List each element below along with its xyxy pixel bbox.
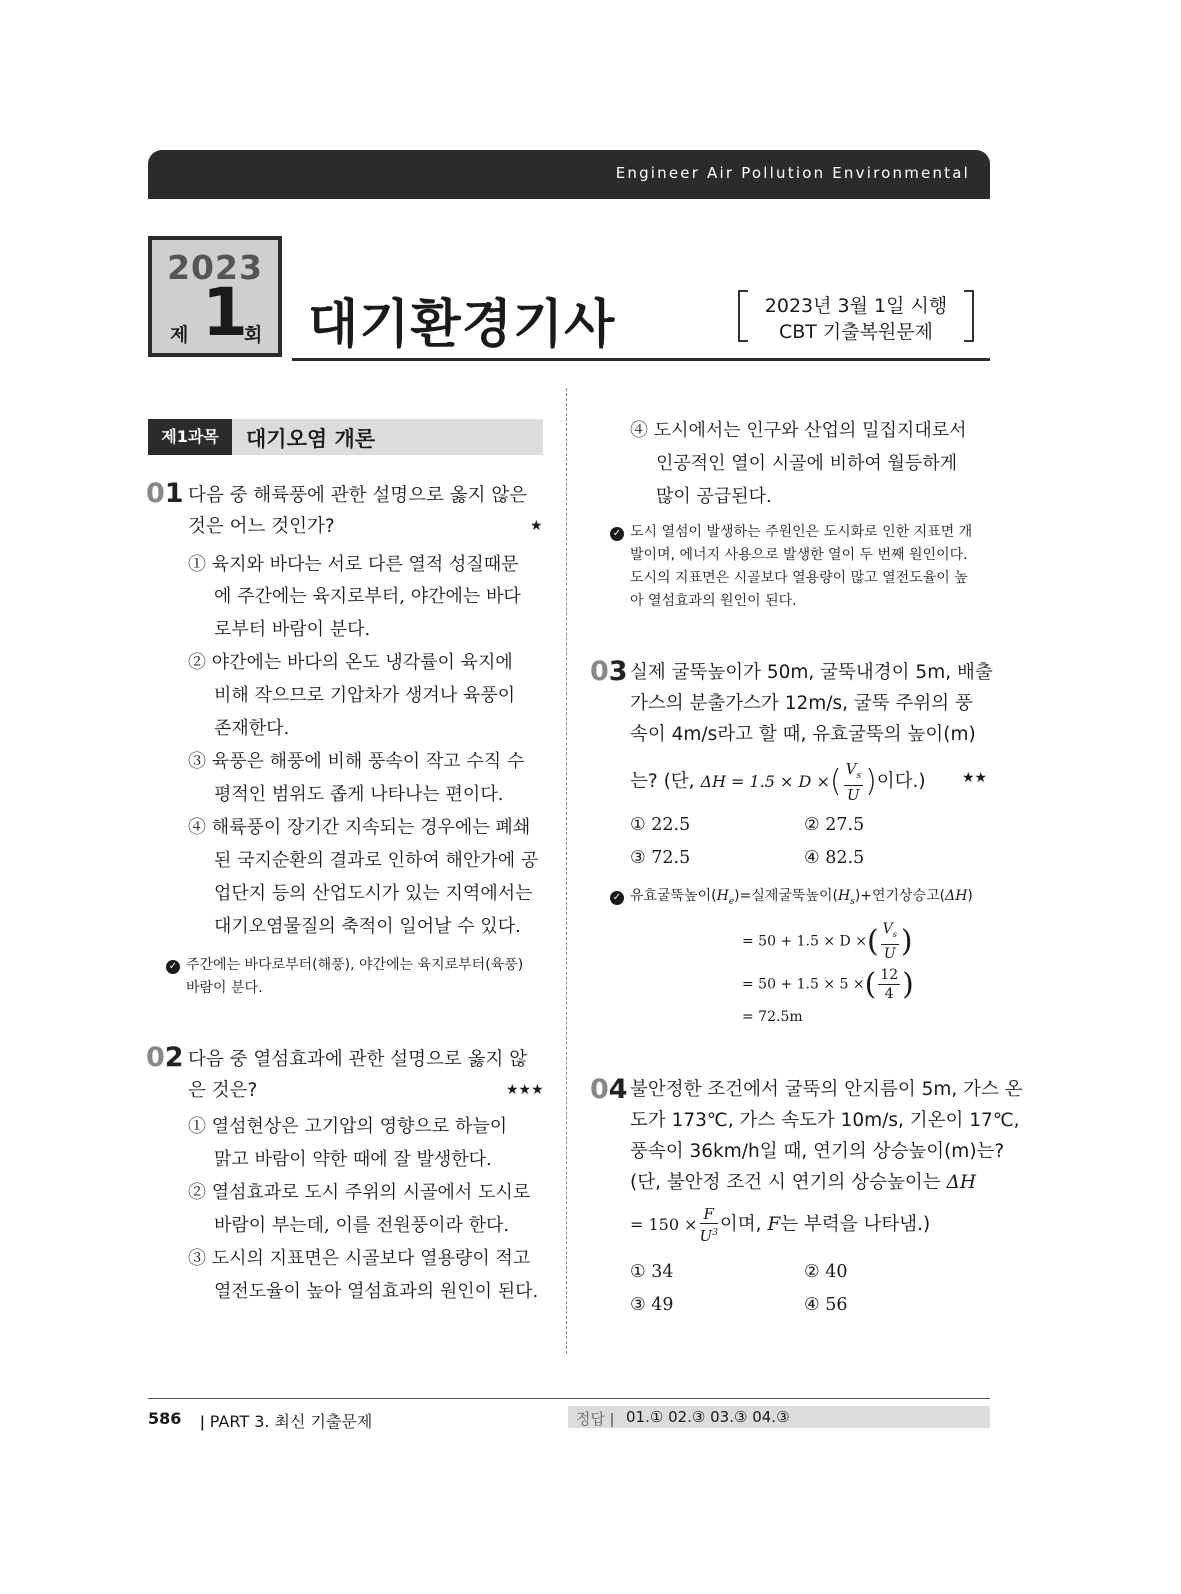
q1-explanation-line2: 바람이 분다. <box>186 980 263 996</box>
subject-tag: 제1과목 <box>148 419 232 455</box>
exam-info-box <box>738 290 974 344</box>
q1-option-2-line1: ② 야간에는 바다의 온도 냉각률이 육지에 <box>188 652 513 673</box>
q4-stem-line3: 풍속이 36km/h일 때, 연기의 상승높이(m)는? <box>630 1141 1005 1162</box>
q1-option-4-line3: 업단지 등의 산업도시가 있는 지역에서는 <box>214 883 533 904</box>
q2-option-4-line1: ④ 도시에서는 인구와 산업의 밀집지대로서 <box>630 420 967 441</box>
q1-option-4-line4: 대기오염물질의 축적이 일어날 수 있다. <box>214 916 521 937</box>
q3-answer-1: ① 22.5 <box>630 815 691 835</box>
q4-answer-1: ① 34 <box>630 1262 674 1282</box>
q1-stem-line2: 것은 어느 것인가? <box>188 516 335 537</box>
q4-answer-4: ④ 56 <box>804 1295 848 1315</box>
q3-fraction: $\frac{V_s}{U}$ <box>845 760 862 804</box>
q2-explanation-line3: 도시의 지표면은 시골보다 열용량이 많고 열전도율이 높 <box>630 570 968 586</box>
q3-calc-step1: = 50 + 1.5 × D ×( $\frac{V_s}{U}$ ) <box>742 921 913 962</box>
q3-answer-3: ③ 72.5 <box>630 848 691 868</box>
check-icon: ✓ <box>610 891 624 905</box>
question-number-03: 03 <box>590 656 628 687</box>
title-underline <box>292 358 990 361</box>
q1-difficulty-stars: ★ <box>530 518 543 534</box>
round-box <box>148 236 282 357</box>
subject-banner <box>148 419 543 455</box>
q1-option-4-line2: 된 국지순환의 결과로 인하여 해안가에 공 <box>214 850 539 871</box>
answer-key-text: 01.① 02.③ 03.③ 04.③ <box>626 1408 790 1426</box>
q2-stem-line2: 은 것은? <box>188 1080 258 1101</box>
q2-stem-line1: 다음 중 열섬효과에 관한 설명으로 옳지 않 <box>188 1049 528 1070</box>
q1-explanation-line1: 주간에는 바다로부터(해풍), 야간에는 육지로부터(육풍) <box>186 957 524 973</box>
q2-option-1-line2: 맑고 바람이 약한 때에 잘 발생한다. <box>214 1149 492 1170</box>
q2-option-3-line1: ③ 도시의 지표면은 시골보다 열용량이 적고 <box>188 1248 531 1269</box>
q3-explanation-line1: 유효굴뚝높이$(H_e)=$실제굴뚝높이$(H_s)+$연기상승고(ΔH) <box>630 888 973 907</box>
q3-answer-2: ② 27.5 <box>804 815 865 835</box>
q2-explanation-line4: 아 열섬효과의 원인이 된다. <box>630 593 797 609</box>
q4-stem-line5: = 150 × $\frac{F}{U^3}$ 이며, F는 부력을 나타냄.) <box>630 1205 931 1245</box>
q3-stem-line1: 실제 굴뚝높이가 50m, 굴뚝내경이 5m, 배출 <box>630 662 993 683</box>
check-icon: ✓ <box>610 527 624 541</box>
q2-option-4-line3: 많이 공급된다. <box>656 486 772 507</box>
round-suffix: 회 <box>244 324 263 346</box>
q3-stem-line3: 속이 4m/s라고 할 때, 유효굴뚝의 높이(m) <box>630 724 976 745</box>
q2-option-2-line1: ② 열섬효과로 도시 주위의 시골에서 도시로 <box>188 1182 531 1203</box>
answer-key-bar <box>568 1406 990 1428</box>
q3-calc-step2: = 50 + 1.5 × 5 ×( $\frac{12}{4}$ ) <box>742 967 914 1002</box>
q4-answer-2: ② 40 <box>804 1262 848 1282</box>
q2-difficulty-stars: ★★★ <box>506 1082 544 1098</box>
q1-option-3-line1: ③ 육풍은 해풍에 비해 풍속이 작고 수직 수 <box>188 751 525 772</box>
q2-option-1-line1: ① 열섬현상은 고기압의 영향으로 하늘이 <box>188 1116 508 1137</box>
q4-stem-line2: 도가 173℃, 가스 속도가 10m/s, 기온이 17℃, <box>630 1110 1020 1131</box>
q1-option-2-line3: 존재한다. <box>214 718 290 739</box>
question-number-04: 04 <box>590 1074 628 1105</box>
q2-explanation-line1: 도시 열섬이 발생하는 주원인은 도시화로 인한 지표면 개 <box>630 524 973 540</box>
q3-difficulty-stars: ★★ <box>962 770 988 786</box>
q1-option-1-line2: 에 주간에는 육지로부터, 야간에는 바다 <box>214 586 521 607</box>
exam-title: 대기환경기사 <box>308 295 616 355</box>
q3-calc-step3: = 72.5m <box>742 1009 803 1025</box>
q1-option-1-line1: ① 육지와 바다는 서로 다른 열적 성질때문 <box>188 554 519 575</box>
q2-explanation-line2: 발이며, 에너지 사용으로 발생한 열이 두 번째 원인이다. <box>630 547 968 563</box>
q2-option-4-line2: 인공적인 열이 시골에 비하여 월등하게 <box>656 453 958 474</box>
header-band-text: Engineer Air Pollution Environmental <box>615 164 970 182</box>
page-number: 586 <box>148 1409 182 1428</box>
part-label: ǀ PART 3. 최신 기출문제 <box>200 1412 373 1431</box>
round-prefix: 제 <box>170 324 189 346</box>
round-year: 2023 <box>167 248 263 287</box>
q1-option-4-line1: ④ 해륙풍이 장기간 지속되는 경우에는 폐쇄 <box>188 817 531 838</box>
q3-answer-4: ④ 82.5 <box>804 848 865 868</box>
q1-option-2-line2: 비해 작으므로 기압차가 생겨나 육풍이 <box>214 685 516 706</box>
q2-option-2-line2: 바람이 부는데, 이를 전원풍이라 한다. <box>214 1215 510 1236</box>
round-number: 1 <box>202 274 248 351</box>
q4-stem-line1: 불안정한 조건에서 굴뚝의 안지름이 5m, 가스 온 <box>630 1079 1023 1100</box>
answer-key-label: 정답 ǀ <box>576 1410 615 1428</box>
question-number-01: 01 <box>146 478 184 509</box>
q3-formula: ΔH = 1.5 × D × <box>700 772 830 791</box>
q4-stem-line4: (단, 불안정 조건 시 연기의 상승높이는 ΔH <box>630 1172 976 1193</box>
exam-date: 2023년 3월 1일 시행 <box>764 295 948 317</box>
subject-title: 대기오염 개론 <box>246 427 376 451</box>
header-band <box>148 150 990 199</box>
q1-option-3-line2: 평적인 범위도 좁게 나타나는 편이다. <box>214 784 504 805</box>
q4-answer-3: ③ 49 <box>630 1295 674 1315</box>
column-divider <box>566 388 567 1354</box>
question-number-02: 02 <box>146 1042 184 1073</box>
exam-type: CBT 기출복원문제 <box>778 321 934 343</box>
q3-stem-line4: 는? (단, ΔH = 1.5 × D ×( $\frac{V_s}{U}$ )이다.) <box>630 760 926 804</box>
q3-stem-line2: 가스의 분출가스가 12m/s, 굴뚝 주위의 풍 <box>630 693 973 714</box>
q1-stem-line1: 다음 중 해륙풍에 관한 설명으로 옳지 않은 <box>188 485 528 506</box>
footer-rule <box>148 1398 990 1399</box>
check-icon: ✓ <box>166 960 180 974</box>
q1-option-1-line3: 로부터 바람이 분다. <box>214 619 371 640</box>
q4-fraction: $\frac{F}{U^3}$ <box>699 1205 718 1245</box>
q2-option-3-line2: 열전도율이 높아 열섬효과의 원인이 된다. <box>214 1281 539 1302</box>
